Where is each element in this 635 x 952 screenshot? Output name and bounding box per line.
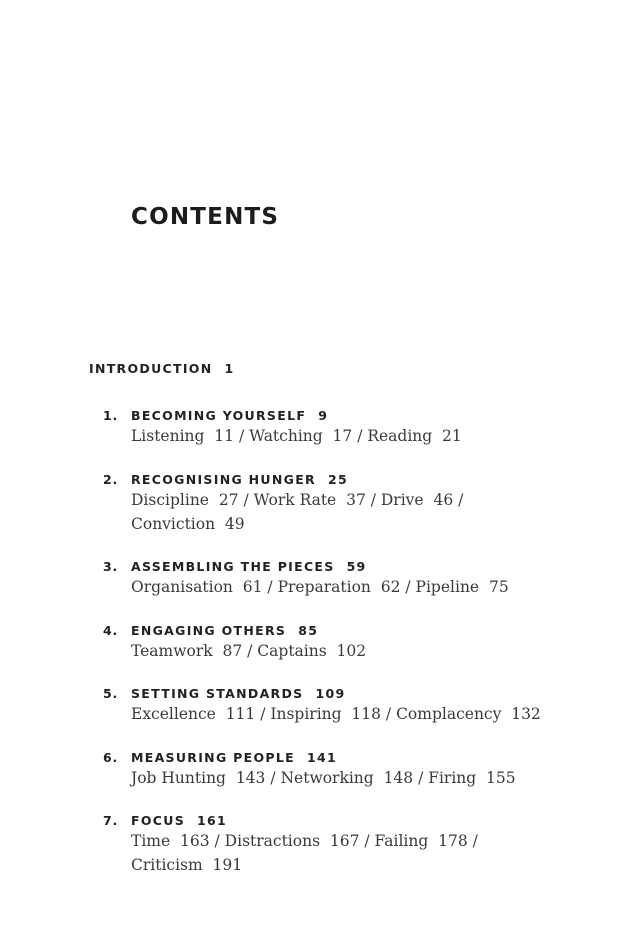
section-line: Discipline 27 / Work Rate 37 / Drive 46 / <box>131 491 464 509</box>
chapter-title: SETTING STANDARDS <box>131 686 304 701</box>
chapter-page: 25 <box>327 472 348 487</box>
section-line: Organisation 61 / Preparation 62 / Pipeline 75 <box>131 578 509 596</box>
chapter-sections <box>131 424 491 448</box>
chapter-title: MEASURING PEOPLE <box>131 750 295 765</box>
section-line: Teamwork 87 / Captains 102 <box>131 642 367 660</box>
chapter-title: BECOMING YOURSELF <box>131 408 307 423</box>
chapter-title: ENGAGING OTHERS <box>131 623 287 638</box>
chapter-heading <box>131 686 345 701</box>
chapter-title: RECOGNISING HUNGER <box>131 472 316 487</box>
chapter-heading <box>131 472 348 487</box>
chapter-page: 141 <box>306 750 337 765</box>
chapter-page: 85 <box>298 623 319 638</box>
chapter-number: 1. <box>103 408 119 423</box>
chapter-page: 161 <box>197 813 227 828</box>
section-line: Listening 11 / Watching 17 / Reading 21 <box>131 427 462 445</box>
page-title: CONTENTS <box>131 204 280 230</box>
chapter-sections <box>131 639 491 663</box>
chapter-heading <box>131 408 328 423</box>
chapter-heading <box>131 813 227 828</box>
section-line: Conviction 49 <box>131 515 245 533</box>
section-line: Excellence 111 / Inspiring 118 / Complacency 132 <box>131 705 541 723</box>
chapter-sections <box>131 575 509 599</box>
chapter-sections <box>131 766 516 790</box>
chapter-page: 59 <box>346 559 367 574</box>
toc-introduction-page: 1 <box>224 361 235 376</box>
chapter-heading <box>131 559 367 574</box>
chapter-title: FOCUS <box>131 813 185 828</box>
chapter-heading <box>131 623 318 638</box>
chapter-heading <box>131 750 337 765</box>
chapter-number: 2. <box>103 472 119 487</box>
section-line: Time 163 / Distractions 167 / Failing 178 / <box>131 832 478 850</box>
chapter-title: ASSEMBLING THE PIECES <box>131 559 335 574</box>
section-line: Job Hunting 143 / Networking 148 / Firing 155 <box>131 769 516 787</box>
chapter-page: 109 <box>315 686 346 701</box>
section-line: Criticism 191 <box>131 856 243 874</box>
toc-introduction <box>89 361 234 376</box>
chapter-page: 9 <box>318 408 329 423</box>
chapter-number: 6. <box>103 750 119 765</box>
chapter-sections <box>131 702 541 726</box>
chapter-sections <box>131 829 491 877</box>
toc-introduction-label: INTRODUCTION <box>89 361 213 376</box>
chapter-sections <box>131 488 491 536</box>
chapter-number: 3. <box>103 559 119 574</box>
chapter-number: 7. <box>103 813 119 828</box>
chapter-number: 4. <box>103 623 119 638</box>
chapter-number: 5. <box>103 686 119 701</box>
